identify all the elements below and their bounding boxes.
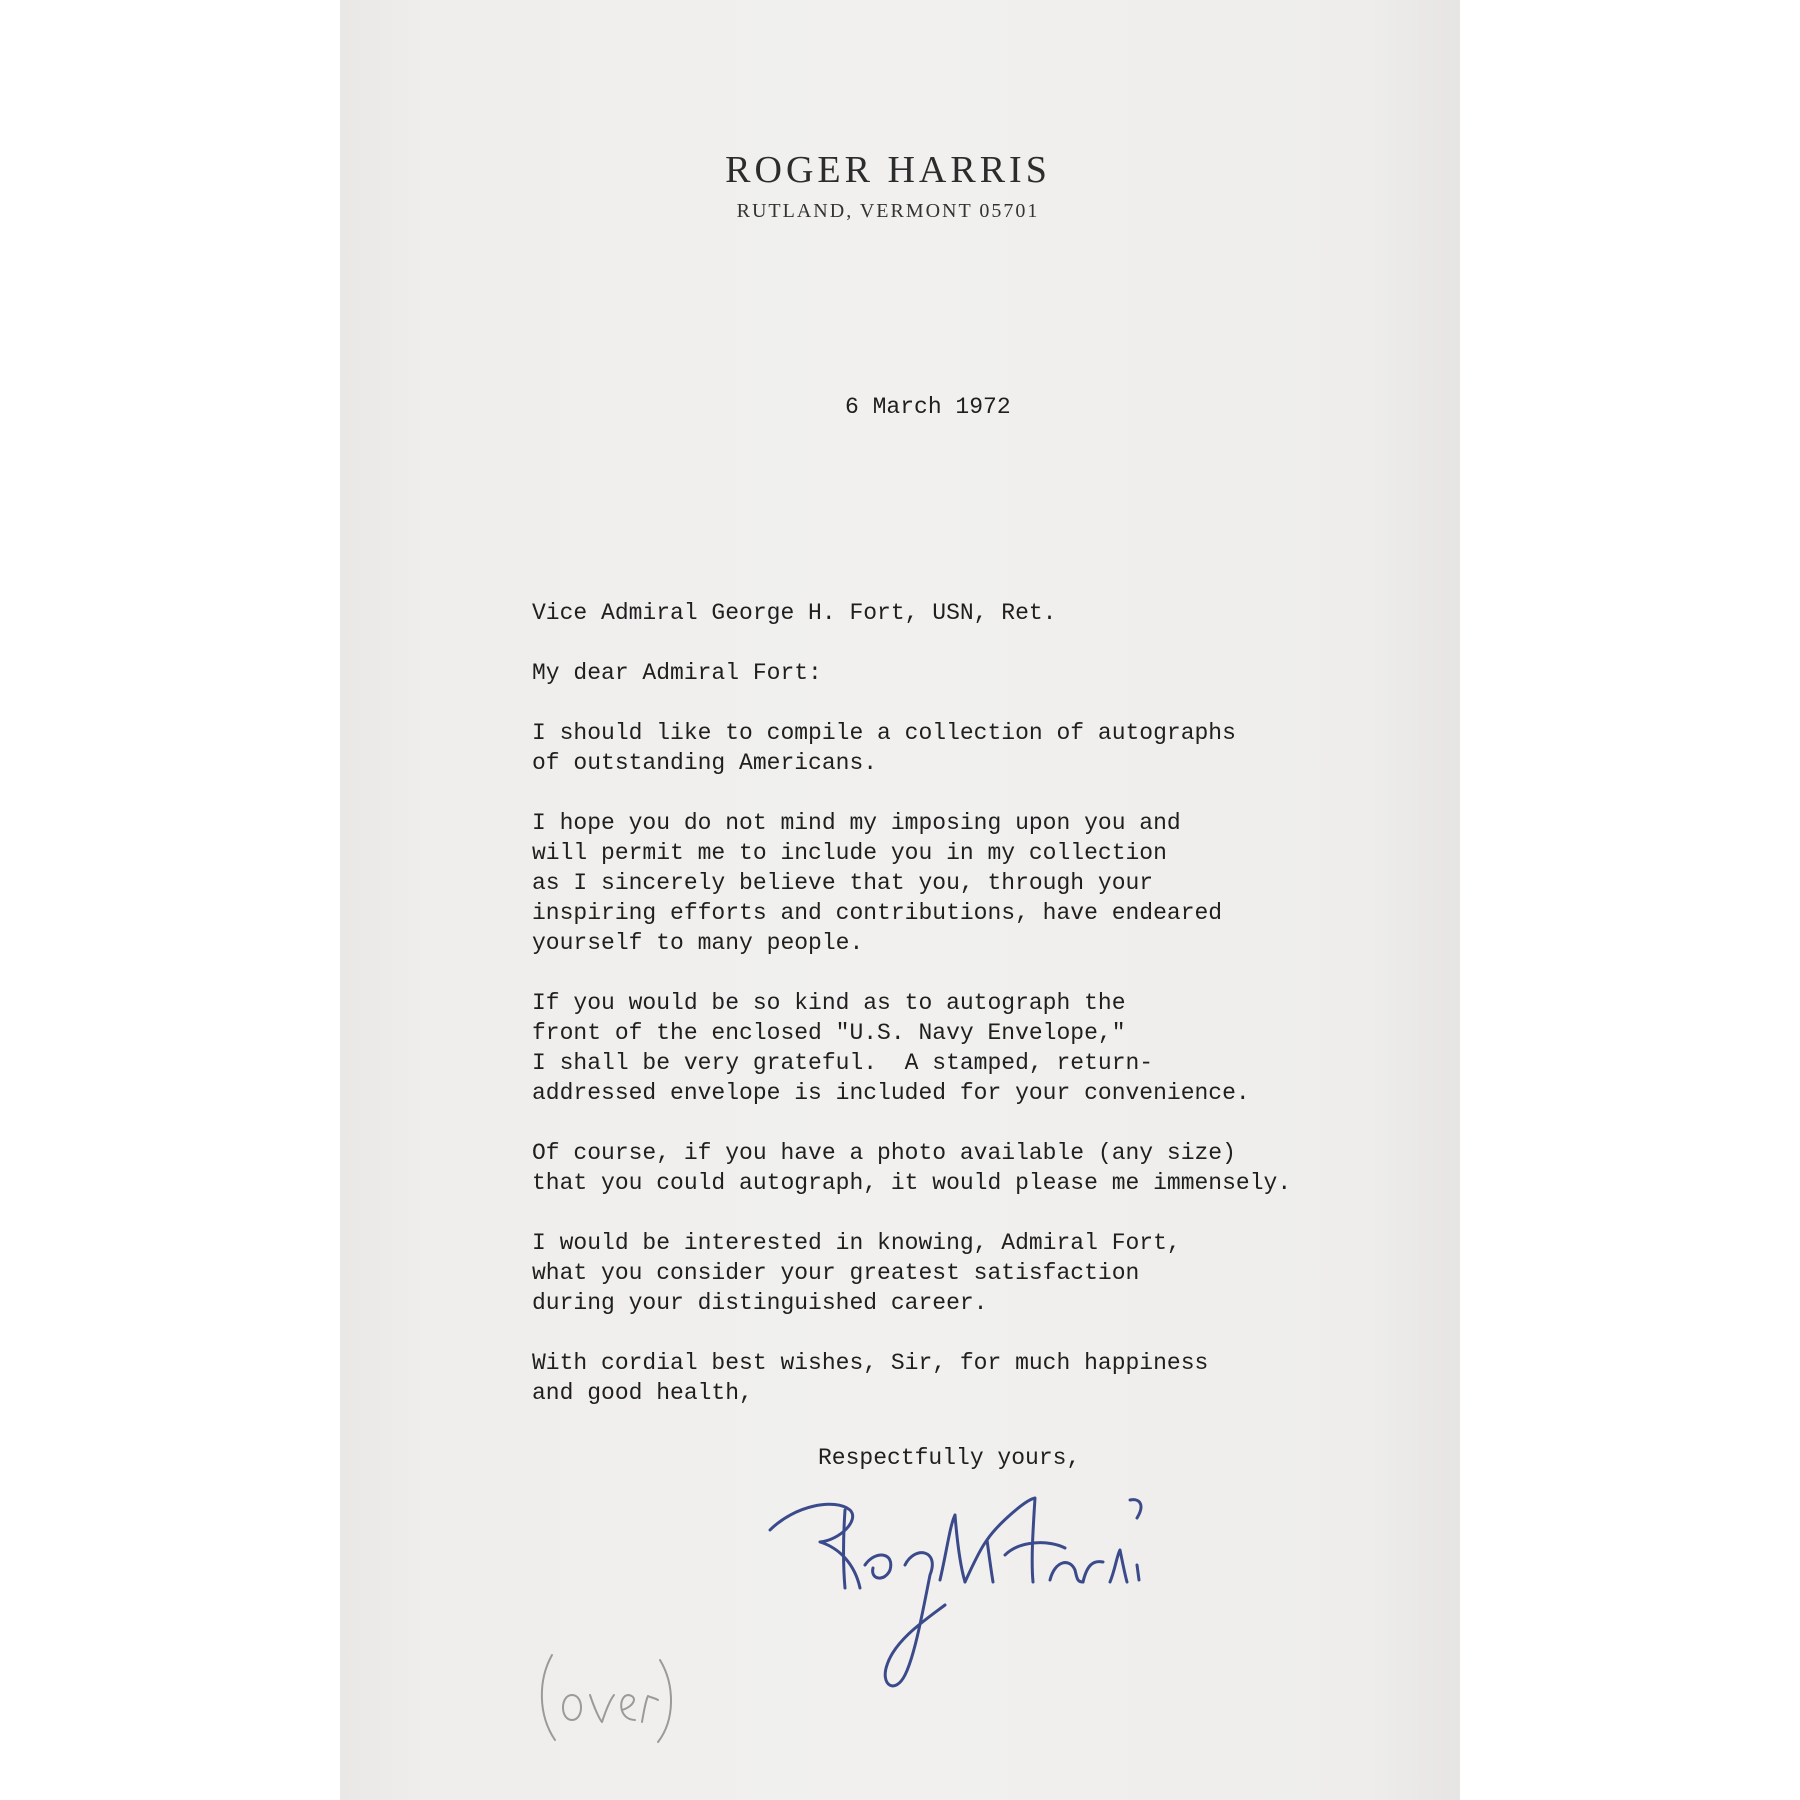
body-paragraph: With cordial best wishes, Sir, for much happiness and good health, bbox=[532, 1350, 1209, 1406]
body-paragraph: I hope you do not mind my imposing upon you and will permit me to include you in my collection as I sincerely believe that you, through your inspiring efforts and contributions, have endeared yourself to many people. bbox=[532, 810, 1223, 956]
letterhead-name: ROGER HARRIS bbox=[725, 149, 1051, 191]
handwritten-signature bbox=[765, 1470, 1205, 1710]
salutation: My dear Admiral Fort: bbox=[532, 660, 822, 686]
letter-page bbox=[340, 0, 1460, 1800]
letterhead-address: RUTLAND, VERMONT 05701 bbox=[736, 200, 1040, 222]
recipient-line: Vice Admiral George H. Fort, USN, Ret. bbox=[532, 600, 1057, 626]
body-paragraph: I should like to compile a collection of autographs of outstanding Americans. bbox=[532, 720, 1236, 776]
body-paragraph: Of course, if you have a photo available (any size) that you could autograph, it would please me immensely. bbox=[532, 1140, 1292, 1196]
closing-line: Respectfully yours, bbox=[818, 1445, 1081, 1471]
body-paragraph: If you would be so kind as to autograph the front of the enclosed "U.S. Navy Envelope," I shall be very grateful. A stamped, return- addressed envelope is included for your convenience. bbox=[532, 990, 1250, 1106]
body-paragraph: I would be interested in knowing, Admiral Fort, what you consider your greatest satisfaction during your distinguished career. bbox=[532, 1230, 1181, 1316]
margin-note-over bbox=[530, 1640, 680, 1750]
letter-date: 6 March 1972 bbox=[845, 394, 1011, 420]
